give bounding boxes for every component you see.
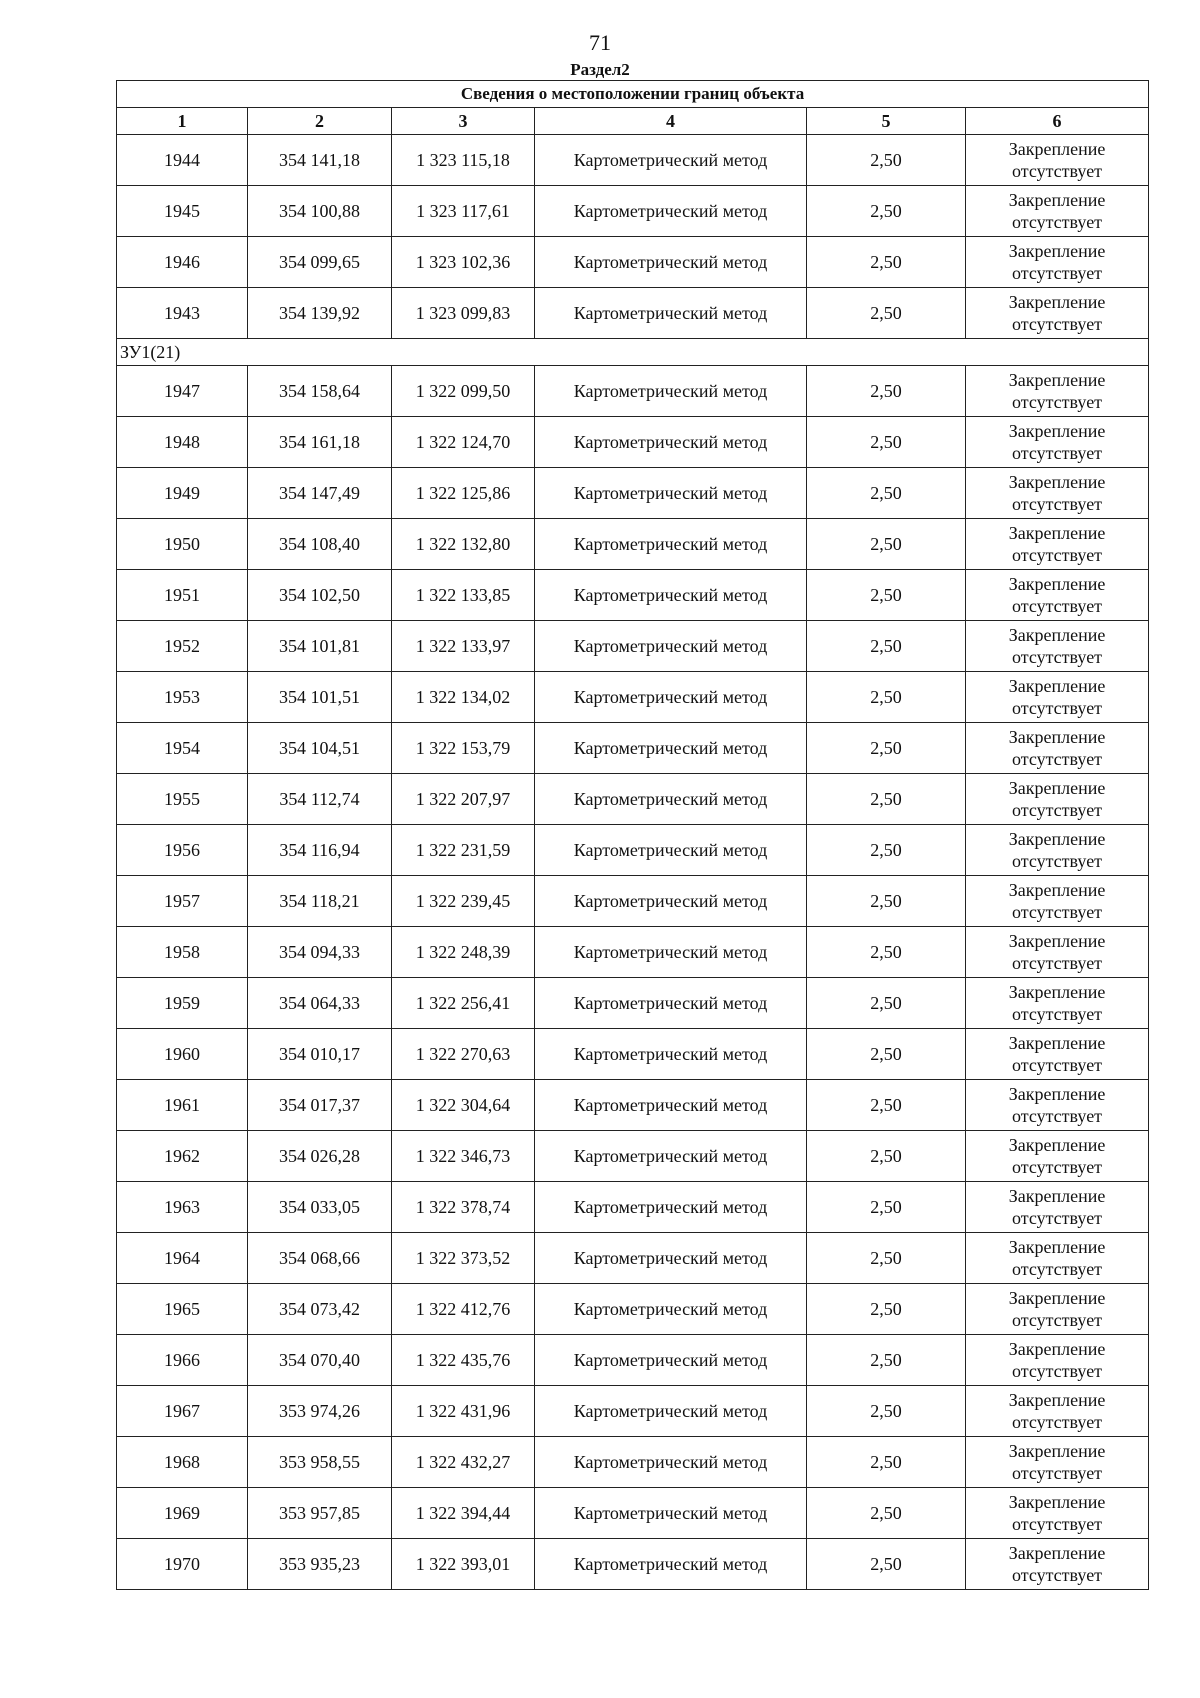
coordinate-x: 354 068,66 bbox=[248, 1233, 392, 1284]
column-header: 5 bbox=[807, 108, 966, 135]
determination-method: Картометрический метод bbox=[535, 237, 807, 288]
fixation-description bbox=[966, 237, 1149, 288]
coordinate-y: 1 322 394,44 bbox=[392, 1488, 535, 1539]
table-row bbox=[117, 672, 1149, 723]
point-number: 1954 bbox=[117, 723, 248, 774]
determination-method: Картометрический метод bbox=[535, 1233, 807, 1284]
fixation-line: Закрепление bbox=[1008, 1033, 1106, 1053]
fixation-line: Закрепление bbox=[1008, 1237, 1106, 1257]
point-number: 1959 bbox=[117, 978, 248, 1029]
table-row bbox=[117, 1437, 1149, 1488]
fixation-description bbox=[966, 570, 1149, 621]
fixation-line: отсутствует bbox=[1012, 851, 1103, 871]
accuracy: 2,50 bbox=[807, 288, 966, 339]
table-row bbox=[117, 1284, 1149, 1335]
fixation-line: отсутствует bbox=[1012, 545, 1103, 565]
fixation-description bbox=[966, 1539, 1149, 1590]
column-number-row bbox=[117, 108, 1149, 135]
point-number: 1969 bbox=[117, 1488, 248, 1539]
coordinate-x: 354 147,49 bbox=[248, 468, 392, 519]
determination-method: Картометрический метод bbox=[535, 876, 807, 927]
fixation-line: отсутствует bbox=[1012, 1004, 1103, 1024]
determination-method: Картометрический метод bbox=[535, 723, 807, 774]
fixation-description bbox=[966, 723, 1149, 774]
coordinate-y: 1 322 153,79 bbox=[392, 723, 535, 774]
fixation-line: Закрепление bbox=[1008, 190, 1106, 210]
accuracy: 2,50 bbox=[807, 876, 966, 927]
determination-method: Картометрический метод bbox=[535, 1488, 807, 1539]
fixation-line: отсутствует bbox=[1012, 647, 1103, 667]
fixation-line: отсутствует bbox=[1012, 698, 1103, 718]
coordinate-y: 1 322 431,96 bbox=[392, 1386, 535, 1437]
fixation-line: отсутствует bbox=[1012, 1361, 1103, 1381]
accuracy: 2,50 bbox=[807, 366, 966, 417]
fixation-description bbox=[966, 927, 1149, 978]
point-number: 1964 bbox=[117, 1233, 248, 1284]
fixation-line: отсутствует bbox=[1012, 1208, 1103, 1228]
fixation-line: Закрепление bbox=[1008, 1441, 1106, 1461]
fixation-line: Закрепление bbox=[1008, 139, 1106, 159]
point-number: 1949 bbox=[117, 468, 248, 519]
fixation-line: отсутствует bbox=[1012, 1055, 1103, 1075]
coordinate-x: 354 118,21 bbox=[248, 876, 392, 927]
point-number: 1944 bbox=[117, 135, 248, 186]
fixation-description bbox=[966, 876, 1149, 927]
fixation-line: отсутствует bbox=[1012, 1259, 1103, 1279]
accuracy: 2,50 bbox=[807, 621, 966, 672]
point-number: 1945 bbox=[117, 186, 248, 237]
parcel-group-row bbox=[117, 339, 1149, 366]
table-row bbox=[117, 825, 1149, 876]
determination-method: Картометрический метод bbox=[535, 1437, 807, 1488]
determination-method: Картометрический метод bbox=[535, 927, 807, 978]
accuracy: 2,50 bbox=[807, 1182, 966, 1233]
fixation-description bbox=[966, 186, 1149, 237]
determination-method: Картометрический метод bbox=[535, 570, 807, 621]
fixation-line: отсутствует bbox=[1012, 263, 1103, 283]
point-number: 1947 bbox=[117, 366, 248, 417]
table-body bbox=[117, 135, 1149, 1590]
coordinate-y: 1 322 412,76 bbox=[392, 1284, 535, 1335]
table-row bbox=[117, 468, 1149, 519]
coordinate-y: 1 322 099,50 bbox=[392, 366, 535, 417]
fixation-description bbox=[966, 135, 1149, 186]
fixation-description bbox=[966, 774, 1149, 825]
coordinate-y: 1 322 435,76 bbox=[392, 1335, 535, 1386]
table-row bbox=[117, 1386, 1149, 1437]
fixation-line: Закрепление bbox=[1008, 1390, 1106, 1410]
accuracy: 2,50 bbox=[807, 723, 966, 774]
coordinate-x: 354 099,65 bbox=[248, 237, 392, 288]
coordinate-x: 354 101,51 bbox=[248, 672, 392, 723]
point-number: 1967 bbox=[117, 1386, 248, 1437]
coordinate-x: 353 974,26 bbox=[248, 1386, 392, 1437]
table-row bbox=[117, 186, 1149, 237]
coordinate-y: 1 322 132,80 bbox=[392, 519, 535, 570]
determination-method: Картометрический метод bbox=[535, 186, 807, 237]
fixation-description bbox=[966, 1182, 1149, 1233]
table-row bbox=[117, 519, 1149, 570]
coordinate-x: 354 112,74 bbox=[248, 774, 392, 825]
fixation-line: отсутствует bbox=[1012, 161, 1103, 181]
fixation-line: Закрепление bbox=[1008, 574, 1106, 594]
accuracy: 2,50 bbox=[807, 927, 966, 978]
accuracy: 2,50 bbox=[807, 774, 966, 825]
coordinate-x: 354 100,88 bbox=[248, 186, 392, 237]
accuracy: 2,50 bbox=[807, 468, 966, 519]
fixation-line: отсутствует bbox=[1012, 1310, 1103, 1330]
coordinate-x: 354 102,50 bbox=[248, 570, 392, 621]
table-row bbox=[117, 978, 1149, 1029]
determination-method: Картометрический метод bbox=[535, 1386, 807, 1437]
fixation-line: Закрепление bbox=[1008, 1288, 1106, 1308]
point-number: 1968 bbox=[117, 1437, 248, 1488]
accuracy: 2,50 bbox=[807, 978, 966, 1029]
coordinate-y: 1 322 248,39 bbox=[392, 927, 535, 978]
determination-method: Картометрический метод bbox=[535, 1182, 807, 1233]
coordinate-y: 1 322 239,45 bbox=[392, 876, 535, 927]
table-row bbox=[117, 570, 1149, 621]
boundary-coordinates-table bbox=[116, 80, 1149, 1590]
section-title: Раздел2 bbox=[570, 60, 630, 79]
point-number: 1948 bbox=[117, 417, 248, 468]
accuracy: 2,50 bbox=[807, 186, 966, 237]
fixation-line: Закрепление bbox=[1008, 1492, 1106, 1512]
fixation-description bbox=[966, 417, 1149, 468]
fixation-description bbox=[966, 672, 1149, 723]
accuracy: 2,50 bbox=[807, 237, 966, 288]
fixation-line: Закрепление bbox=[1008, 370, 1106, 390]
fixation-description bbox=[966, 1335, 1149, 1386]
fixation-line: Закрепление bbox=[1008, 1543, 1106, 1563]
table-row bbox=[117, 876, 1149, 927]
accuracy: 2,50 bbox=[807, 1284, 966, 1335]
point-number: 1970 bbox=[117, 1539, 248, 1590]
table-row bbox=[117, 1488, 1149, 1539]
parcel-label: ЗУ1(21) bbox=[117, 339, 1149, 366]
table-row bbox=[117, 774, 1149, 825]
fixation-line: Закрепление bbox=[1008, 982, 1106, 1002]
coordinate-y: 1 322 231,59 bbox=[392, 825, 535, 876]
point-number: 1957 bbox=[117, 876, 248, 927]
coordinate-x: 354 064,33 bbox=[248, 978, 392, 1029]
determination-method: Картометрический метод bbox=[535, 366, 807, 417]
fixation-line: отсутствует bbox=[1012, 596, 1103, 616]
accuracy: 2,50 bbox=[807, 1539, 966, 1590]
fixation-line: отсутствует bbox=[1012, 443, 1103, 463]
coordinate-x: 354 104,51 bbox=[248, 723, 392, 774]
coordinate-x: 354 094,33 bbox=[248, 927, 392, 978]
fixation-description bbox=[966, 1437, 1149, 1488]
determination-method: Картометрический метод bbox=[535, 417, 807, 468]
coordinate-x: 354 161,18 bbox=[248, 417, 392, 468]
determination-method: Картометрический метод bbox=[535, 1029, 807, 1080]
coordinate-x: 354 033,05 bbox=[248, 1182, 392, 1233]
table-row bbox=[117, 288, 1149, 339]
determination-method: Картометрический метод bbox=[535, 1335, 807, 1386]
coordinate-x: 354 101,81 bbox=[248, 621, 392, 672]
point-number: 1965 bbox=[117, 1284, 248, 1335]
coordinate-y: 1 322 256,41 bbox=[392, 978, 535, 1029]
coordinate-y: 1 323 099,83 bbox=[392, 288, 535, 339]
accuracy: 2,50 bbox=[807, 1233, 966, 1284]
table-row bbox=[117, 1233, 1149, 1284]
point-number: 1966 bbox=[117, 1335, 248, 1386]
fixation-line: Закрепление bbox=[1008, 778, 1106, 798]
determination-method: Картометрический метод bbox=[535, 1539, 807, 1590]
fixation-line: отсутствует bbox=[1012, 1412, 1103, 1432]
point-number: 1960 bbox=[117, 1029, 248, 1080]
table-row bbox=[117, 1335, 1149, 1386]
coordinate-y: 1 322 207,97 bbox=[392, 774, 535, 825]
fixation-line: Закрепление bbox=[1008, 880, 1106, 900]
determination-method: Картометрический метод bbox=[535, 825, 807, 876]
fixation-line: отсутствует bbox=[1012, 494, 1103, 514]
table-row bbox=[117, 1080, 1149, 1131]
accuracy: 2,50 bbox=[807, 1131, 966, 1182]
coordinate-x: 353 935,23 bbox=[248, 1539, 392, 1590]
coordinate-y: 1 323 115,18 bbox=[392, 135, 535, 186]
fixation-description bbox=[966, 1029, 1149, 1080]
fixation-line: Закрепление bbox=[1008, 1339, 1106, 1359]
page-number: 71 bbox=[589, 30, 611, 55]
fixation-line: отсутствует bbox=[1012, 800, 1103, 820]
determination-method: Картометрический метод bbox=[535, 1080, 807, 1131]
fixation-description bbox=[966, 468, 1149, 519]
coordinate-x: 354 158,64 bbox=[248, 366, 392, 417]
accuracy: 2,50 bbox=[807, 672, 966, 723]
fixation-line: отсутствует bbox=[1012, 212, 1103, 232]
fixation-line: Закрепление bbox=[1008, 1084, 1106, 1104]
accuracy: 2,50 bbox=[807, 135, 966, 186]
fixation-line: Закрепление bbox=[1008, 1135, 1106, 1155]
determination-method: Картометрический метод bbox=[535, 774, 807, 825]
accuracy: 2,50 bbox=[807, 417, 966, 468]
fixation-line: отсутствует bbox=[1012, 392, 1103, 412]
coordinate-y: 1 322 133,85 bbox=[392, 570, 535, 621]
fixation-line: отсутствует bbox=[1012, 314, 1103, 334]
fixation-line: отсутствует bbox=[1012, 1514, 1103, 1534]
fixation-description bbox=[966, 825, 1149, 876]
point-number: 1956 bbox=[117, 825, 248, 876]
point-number: 1950 bbox=[117, 519, 248, 570]
coordinate-x: 354 026,28 bbox=[248, 1131, 392, 1182]
point-number: 1943 bbox=[117, 288, 248, 339]
table-row bbox=[117, 1539, 1149, 1590]
fixation-description bbox=[966, 1233, 1149, 1284]
coordinate-x: 354 139,92 bbox=[248, 288, 392, 339]
determination-method: Картометрический метод bbox=[535, 978, 807, 1029]
fixation-line: отсутствует bbox=[1012, 902, 1103, 922]
fixation-line: Закрепление bbox=[1008, 472, 1106, 492]
determination-method: Картометрический метод bbox=[535, 135, 807, 186]
fixation-description bbox=[966, 519, 1149, 570]
fixation-line: Закрепление bbox=[1008, 421, 1106, 441]
fixation-description bbox=[966, 621, 1149, 672]
accuracy: 2,50 bbox=[807, 570, 966, 621]
determination-method: Картометрический метод bbox=[535, 1284, 807, 1335]
fixation-description bbox=[966, 978, 1149, 1029]
accuracy: 2,50 bbox=[807, 1335, 966, 1386]
fixation-description bbox=[966, 1488, 1149, 1539]
coordinate-y: 1 322 393,01 bbox=[392, 1539, 535, 1590]
fixation-line: Закрепление bbox=[1008, 625, 1106, 645]
fixation-line: Закрепление bbox=[1008, 523, 1106, 543]
coordinate-x: 354 141,18 bbox=[248, 135, 392, 186]
fixation-line: отсутствует bbox=[1012, 749, 1103, 769]
fixation-description bbox=[966, 1080, 1149, 1131]
coordinate-x: 354 108,40 bbox=[248, 519, 392, 570]
point-number: 1951 bbox=[117, 570, 248, 621]
table-row bbox=[117, 135, 1149, 186]
coordinate-x: 353 958,55 bbox=[248, 1437, 392, 1488]
point-number: 1953 bbox=[117, 672, 248, 723]
fixation-line: отсутствует bbox=[1012, 1106, 1103, 1126]
coordinate-x: 354 017,37 bbox=[248, 1080, 392, 1131]
table-row bbox=[117, 1029, 1149, 1080]
table-row bbox=[117, 366, 1149, 417]
determination-method: Картометрический метод bbox=[535, 468, 807, 519]
coordinate-y: 1 322 378,74 bbox=[392, 1182, 535, 1233]
fixation-line: Закрепление bbox=[1008, 676, 1106, 696]
fixation-description bbox=[966, 288, 1149, 339]
accuracy: 2,50 bbox=[807, 519, 966, 570]
column-header: 4 bbox=[535, 108, 807, 135]
fixation-description bbox=[966, 366, 1149, 417]
column-header: 1 bbox=[117, 108, 248, 135]
coordinate-y: 1 322 432,27 bbox=[392, 1437, 535, 1488]
fixation-description bbox=[966, 1131, 1149, 1182]
fixation-line: Закрепление bbox=[1008, 727, 1106, 747]
point-number: 1963 bbox=[117, 1182, 248, 1233]
coordinate-y: 1 322 346,73 bbox=[392, 1131, 535, 1182]
coordinate-y: 1 322 373,52 bbox=[392, 1233, 535, 1284]
accuracy: 2,50 bbox=[807, 1386, 966, 1437]
fixation-line: отсутствует bbox=[1012, 1565, 1103, 1585]
point-number: 1955 bbox=[117, 774, 248, 825]
fixation-description bbox=[966, 1284, 1149, 1335]
point-number: 1952 bbox=[117, 621, 248, 672]
coordinate-y: 1 322 125,86 bbox=[392, 468, 535, 519]
fixation-line: Закрепление bbox=[1008, 931, 1106, 951]
determination-method: Картометрический метод bbox=[535, 621, 807, 672]
coordinate-x: 354 070,40 bbox=[248, 1335, 392, 1386]
fixation-description bbox=[966, 1386, 1149, 1437]
coordinate-y: 1 322 304,64 bbox=[392, 1080, 535, 1131]
determination-method: Картометрический метод bbox=[535, 519, 807, 570]
determination-method: Картометрический метод bbox=[535, 672, 807, 723]
accuracy: 2,50 bbox=[807, 1029, 966, 1080]
table-row bbox=[117, 1131, 1149, 1182]
coordinate-y: 1 323 102,36 bbox=[392, 237, 535, 288]
table-row bbox=[117, 417, 1149, 468]
table-caption: Сведения о местоположении границ объекта bbox=[117, 81, 1149, 108]
point-number: 1958 bbox=[117, 927, 248, 978]
coordinate-y: 1 322 133,97 bbox=[392, 621, 535, 672]
column-header: 2 bbox=[248, 108, 392, 135]
column-header: 6 bbox=[966, 108, 1149, 135]
table-row bbox=[117, 621, 1149, 672]
coordinate-y: 1 322 134,02 bbox=[392, 672, 535, 723]
fixation-line: отсутствует bbox=[1012, 953, 1103, 973]
fixation-line: Закрепление bbox=[1008, 241, 1106, 261]
fixation-line: Закрепление bbox=[1008, 829, 1106, 849]
accuracy: 2,50 bbox=[807, 825, 966, 876]
determination-method: Картометрический метод bbox=[535, 288, 807, 339]
determination-method: Картометрический метод bbox=[535, 1131, 807, 1182]
fixation-line: Закрепление bbox=[1008, 292, 1106, 312]
fixation-line: отсутствует bbox=[1012, 1157, 1103, 1177]
point-number: 1946 bbox=[117, 237, 248, 288]
table-row bbox=[117, 723, 1149, 774]
accuracy: 2,50 bbox=[807, 1080, 966, 1131]
coordinate-y: 1 322 124,70 bbox=[392, 417, 535, 468]
point-number: 1961 bbox=[117, 1080, 248, 1131]
point-number: 1962 bbox=[117, 1131, 248, 1182]
coordinate-x: 354 010,17 bbox=[248, 1029, 392, 1080]
coordinate-x: 354 073,42 bbox=[248, 1284, 392, 1335]
column-header: 3 bbox=[392, 108, 535, 135]
accuracy: 2,50 bbox=[807, 1437, 966, 1488]
fixation-line: Закрепление bbox=[1008, 1186, 1106, 1206]
table-row bbox=[117, 237, 1149, 288]
coordinate-x: 354 116,94 bbox=[248, 825, 392, 876]
fixation-line: отсутствует bbox=[1012, 1463, 1103, 1483]
coordinate-x: 353 957,85 bbox=[248, 1488, 392, 1539]
coordinate-y: 1 322 270,63 bbox=[392, 1029, 535, 1080]
table-row bbox=[117, 927, 1149, 978]
table-caption-row bbox=[117, 81, 1149, 108]
table-row bbox=[117, 1182, 1149, 1233]
accuracy: 2,50 bbox=[807, 1488, 966, 1539]
coordinate-y: 1 323 117,61 bbox=[392, 186, 535, 237]
